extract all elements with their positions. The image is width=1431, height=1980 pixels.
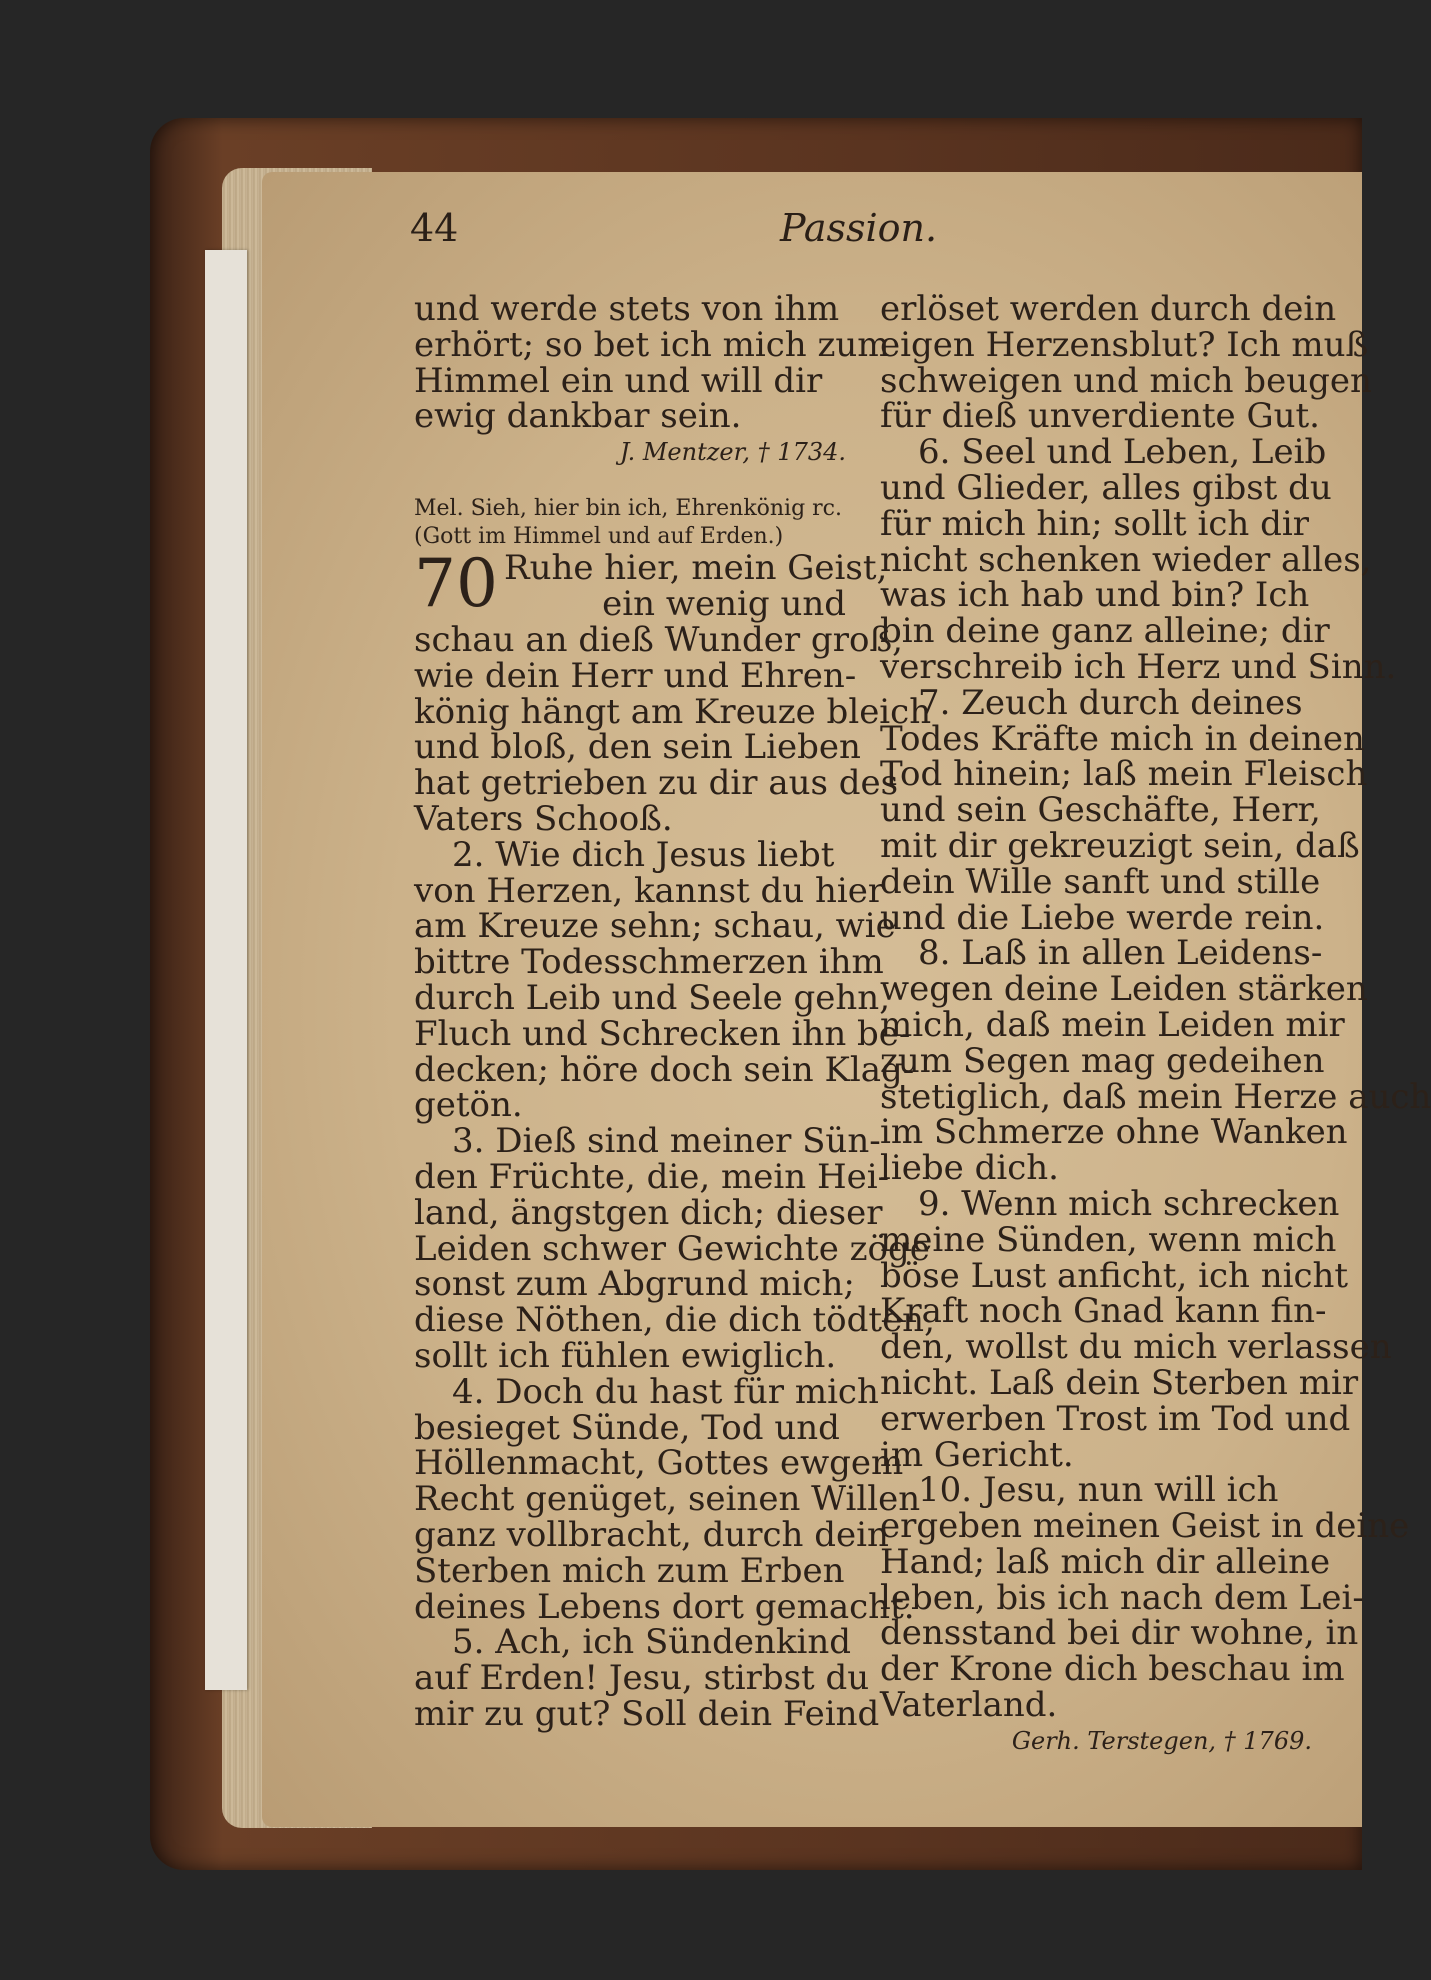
text-line: durch Leib und Seele gehn, bbox=[414, 977, 890, 1018]
text-line: sollt ich fühlen ewiglich. bbox=[414, 1335, 837, 1376]
text-line: Recht genüget, seinen Willen bbox=[414, 1479, 921, 1520]
text-line: nicht. Laß dein Sterben mir bbox=[880, 1362, 1359, 1403]
melody-line-2: (Gott im Himmel und auf Erden.) bbox=[414, 523, 784, 549]
text-line: 10. Jesu, nun will ich bbox=[918, 1470, 1279, 1511]
text-line: von Herzen, kannst du hier bbox=[414, 870, 885, 911]
hymn-text-left bbox=[414, 619, 935, 1734]
text-line: Hand; laß mich dir alleine bbox=[880, 1541, 1331, 1582]
text-line: für dieß unverdiente Gut. bbox=[880, 396, 1320, 437]
text-line: dein Wille sanft und stille bbox=[880, 861, 1321, 902]
text-line: 5. Ach, ich Sündenkind bbox=[452, 1622, 851, 1663]
text-line: Vaterland. bbox=[880, 1685, 1058, 1726]
text-line: erwerben Trost im Tod und bbox=[880, 1398, 1351, 1439]
text-line: besieget Sünde, Tod und bbox=[414, 1407, 840, 1448]
text-line: bin deine ganz alleine; dir bbox=[880, 611, 1330, 652]
hymn-first-line: Ruhe hier, mein Geist, bbox=[503, 547, 888, 588]
running-head: Passion. bbox=[780, 206, 938, 250]
text-line: verschreib ich Herz und Sinn. bbox=[880, 646, 1397, 687]
text-line: leben, bis ich nach dem Lei- bbox=[880, 1577, 1364, 1618]
text-line: Fluch und Schrecken ihn be- bbox=[414, 1013, 911, 1054]
text-line: sonst zum Abgrund mich; bbox=[414, 1264, 855, 1305]
text-line: eigen Herzensblut? Ich muß bbox=[880, 324, 1369, 365]
hymn-number: 70 bbox=[414, 544, 498, 622]
author-credit-prev: J. Mentzer, † 1734. bbox=[619, 438, 846, 467]
page-number: 44 bbox=[410, 206, 459, 250]
text-line: getön. bbox=[414, 1085, 523, 1126]
text-line: ewig dankbar sein. bbox=[414, 396, 742, 437]
text-line: mir zu gut? Soll dein Feind bbox=[414, 1693, 880, 1734]
text-line: meine Sünden, wenn mich bbox=[880, 1219, 1337, 1260]
text-line: und bloß, den sein Lieben bbox=[414, 727, 861, 768]
text-line: Tod hinein; laß mein Fleisch bbox=[880, 754, 1368, 795]
text-line: für mich hin; sollt ich dir bbox=[880, 503, 1309, 544]
melody-line-1: Mel. Sieh, hier bin ich, Ehrenkönig rc. bbox=[414, 495, 843, 521]
text-line: und die Liebe werde rein. bbox=[880, 897, 1325, 938]
text-line: Höllenmacht, Gottes ewgem bbox=[414, 1443, 904, 1484]
text-line: 7. Zeuch durch deines bbox=[918, 682, 1303, 723]
text-line: hat getrieben zu dir aus des bbox=[414, 763, 899, 804]
text-line: ganz vollbracht, durch dein bbox=[414, 1514, 889, 1555]
text-line: mit dir gekreuzigt sein, daß bbox=[880, 825, 1360, 866]
page-header bbox=[0, 206, 1362, 266]
text-line: böse Lust anficht, ich nicht bbox=[880, 1255, 1349, 1296]
author-credit: Gerh. Terstegen, † 1769. bbox=[1011, 1726, 1312, 1755]
text-line: Himmel ein und will dir bbox=[414, 360, 823, 401]
hymn-text-right bbox=[880, 289, 1431, 1726]
spacer bbox=[414, 471, 846, 495]
text-line: am Kreuze sehn; schau, wie bbox=[414, 906, 896, 947]
text-line: 8. Laß in allen Leidens- bbox=[918, 933, 1323, 974]
text-line: nicht schenken wieder alles, bbox=[880, 539, 1372, 580]
hymn-opening bbox=[414, 544, 888, 624]
text-line: den Früchte, die, mein Hei- bbox=[414, 1156, 890, 1197]
left-column bbox=[414, 289, 935, 1734]
text-line: deines Lebens dort gemacht. bbox=[414, 1586, 915, 1627]
text-line: Leiden schwer Gewichte zöge bbox=[414, 1228, 930, 1269]
text-line: ergeben meinen Geist in deine bbox=[880, 1506, 1410, 1547]
text-line: stetiglich, daß mein Herze auch bbox=[880, 1076, 1431, 1117]
text-line: 9. Wenn mich schrecken bbox=[918, 1183, 1340, 1224]
hymn-second-line: ein wenig und bbox=[602, 583, 846, 624]
text-line: diese Nöthen, die dich tödten, bbox=[414, 1300, 935, 1341]
text-line: den, wollst du mich verlassen bbox=[880, 1327, 1392, 1368]
text-line: Kraft noch Gnad kann fin- bbox=[880, 1291, 1327, 1332]
text-line: im Gericht. bbox=[880, 1434, 1074, 1475]
text-line: 2. Wie dich Jesus liebt bbox=[452, 834, 835, 875]
text-line: mich, daß mein Leiden mir bbox=[880, 1004, 1345, 1045]
text-line: 3. Dieß sind meiner Sün- bbox=[452, 1121, 881, 1162]
text-line: erlöset werden durch dein bbox=[880, 289, 1337, 329]
text-line: Todes Kräfte mich in deinen bbox=[880, 718, 1365, 759]
text-line: und sein Geschäfte, Herr, bbox=[880, 790, 1321, 831]
text-line: zum Segen mag gedeihen bbox=[880, 1040, 1325, 1081]
text-line: könig hängt am Kreuze bleich bbox=[414, 691, 932, 732]
text-line: decken; höre doch sein Klag- bbox=[414, 1049, 915, 1090]
text-line: der Krone dich beschau im bbox=[880, 1649, 1345, 1690]
text-line: land, ängstgen dich; dieser bbox=[414, 1192, 883, 1233]
text-line: schau an dieß Wunder groß, bbox=[414, 619, 903, 660]
text-line: liebe dich. bbox=[880, 1148, 1059, 1189]
text-line: wie dein Herr und Ehren- bbox=[414, 655, 857, 696]
text-line: auf Erden! Jesu, stirbst du bbox=[414, 1658, 870, 1699]
text-line: und Glieder, alles gibst du bbox=[880, 467, 1332, 508]
text-line: schweigen und mich beugen bbox=[880, 360, 1372, 401]
text-line: im Schmerze ohne Wanken bbox=[880, 1112, 1348, 1153]
text-line: erhört; so bet ich mich zum bbox=[414, 324, 890, 365]
text-line: 6. Seel und Leben, Leib bbox=[918, 432, 1327, 473]
text-line: bittre Todesschmerzen ihm bbox=[414, 942, 884, 983]
text-line: Vaters Schooß. bbox=[414, 798, 673, 839]
text-line: Sterben mich zum Erben bbox=[414, 1550, 845, 1591]
text-line: 4. Doch du hast für mich bbox=[452, 1371, 879, 1412]
text-line: wegen deine Leiden stärken bbox=[880, 969, 1368, 1010]
text-line: densstand bei dir wohne, in bbox=[880, 1613, 1359, 1654]
text-line: und werde stets von ihm bbox=[414, 289, 840, 329]
right-column bbox=[880, 289, 1431, 1760]
text-line: was ich hab und bin? Ich bbox=[880, 575, 1310, 616]
paper-slip bbox=[205, 250, 247, 1690]
continuation-text bbox=[414, 289, 890, 437]
